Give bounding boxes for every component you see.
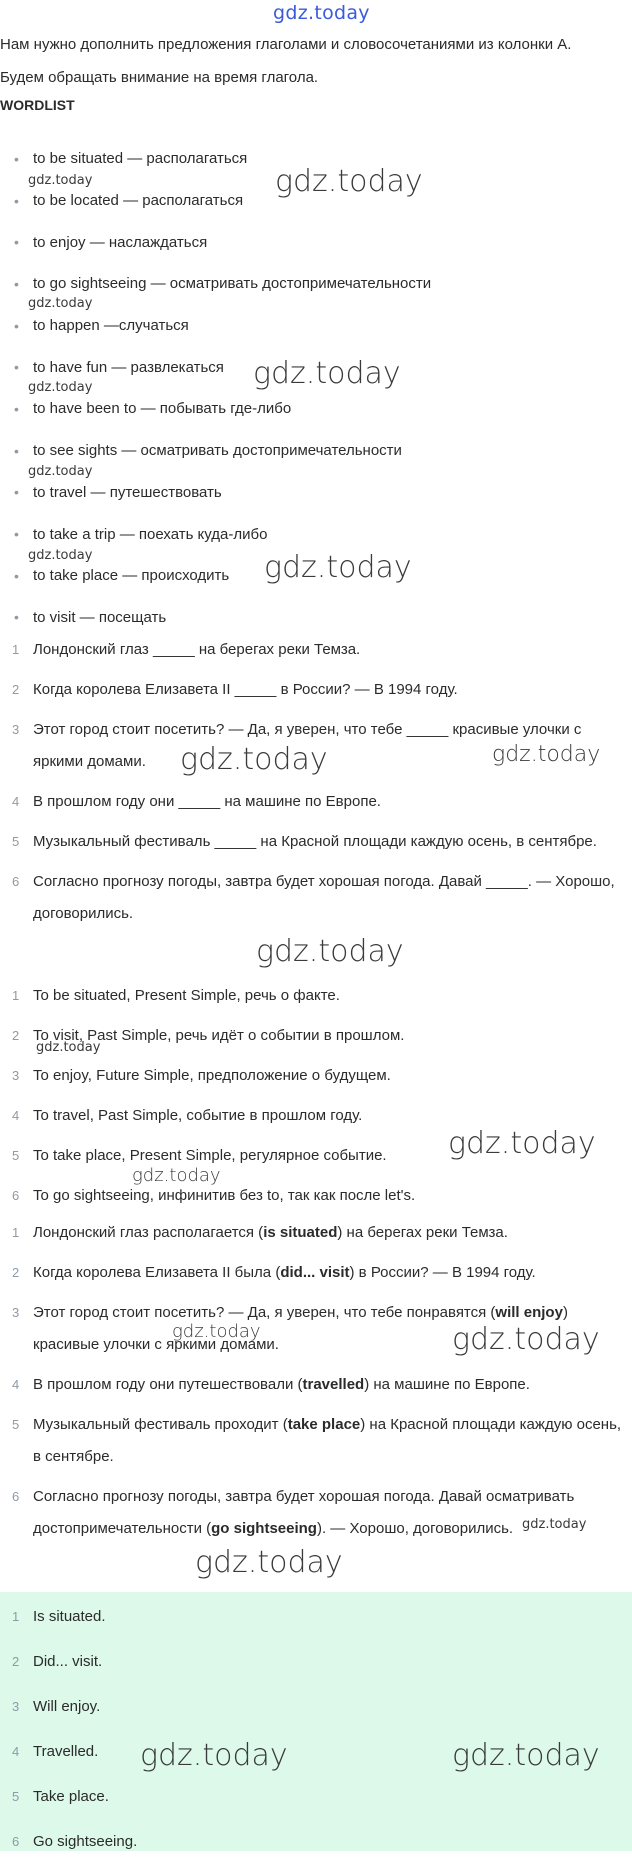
item-text: Will enjoy. — [33, 1698, 101, 1715]
watermark: gdz.today — [253, 356, 401, 391]
item-text: To go sightseeing, инфинитив без to, так как после let's. — [33, 1187, 416, 1204]
item-text: To take place, Present Simple, регулярное событие. — [33, 1147, 387, 1164]
wordlist-text: to happen —случаться — [33, 317, 189, 335]
item-number: 3 — [12, 722, 20, 737]
item-text: Go sightseeing. — [33, 1833, 138, 1850]
bullet-icon: • — [14, 359, 19, 376]
list-item — [0, 1405, 632, 1477]
watermark: gdz.today — [492, 742, 601, 767]
item-text: Музыкальный фестиваль _____ на Красной площади каждую осень, в сентябре. — [33, 833, 597, 850]
answers-list — [0, 1594, 632, 1864]
watermark: gdz.today — [264, 550, 412, 585]
item-text: Take place. — [33, 1788, 109, 1805]
item-text: Этот город стоит посетить? — Да, я уверен, что тебе _____ красивые улочки с яркими домами. — [33, 721, 582, 770]
wordlist-text: to take a trip — поехать куда-либо — [33, 525, 268, 543]
list-item — [0, 976, 632, 1016]
item-number: 4 — [12, 1744, 20, 1759]
item-number: 6 — [12, 1188, 20, 1203]
wordlist-text: to see sights — осматривать достопримечательности — [33, 442, 402, 460]
item-number: 3 — [12, 1305, 20, 1320]
wordlist-item — [0, 221, 632, 263]
watermark: gdz.today — [172, 1321, 261, 1342]
watermark: gdz.today — [28, 380, 93, 395]
sentence-part: ) на берегах реки Темза. — [337, 1224, 508, 1241]
item-text — [33, 1257, 632, 1289]
item-number: 4 — [12, 1377, 20, 1392]
sentence-part: Этот город стоит посетить? — Да, я уверен, что тебе понравятся ( — [33, 1304, 496, 1321]
watermark: gdz.today — [452, 1322, 600, 1357]
item-text: Did... visit. — [33, 1653, 103, 1670]
sentence-part: ) на Красной площади каждую осень, в сентябре. — [33, 1416, 622, 1465]
item-number: 5 — [12, 1417, 20, 1432]
item-number: 2 — [12, 1265, 20, 1280]
sentence-part: Когда королева Елизавета II была ( — [33, 1264, 281, 1281]
wordlist-title: WORDLIST — [0, 97, 75, 113]
wordlist-item — [0, 472, 632, 514]
bullet-icon: • — [14, 484, 19, 501]
bullet-icon: • — [14, 609, 19, 626]
item-number: 2 — [12, 682, 20, 697]
wordlist-text: to have fun — развлекаться — [33, 358, 224, 376]
list-item — [0, 1819, 632, 1864]
list-item — [0, 1684, 632, 1729]
list-item — [0, 1477, 632, 1549]
item-number: 4 — [12, 1108, 20, 1123]
wordlist-text: to visit — посещать — [33, 608, 167, 626]
watermark: gdz.today — [28, 296, 93, 311]
watermark: gdz.today — [522, 1517, 587, 1532]
item-number: 5 — [12, 1789, 20, 1804]
sentence-part: ). — Хорошо, договорились. — [316, 1520, 514, 1537]
wordlist-item — [0, 263, 632, 305]
item-number: 1 — [12, 988, 20, 1003]
sentence-part: ) красивые улочки с яркими домами. — [33, 1304, 568, 1353]
watermark: gdz.today — [36, 1040, 101, 1055]
bullet-icon: • — [14, 317, 19, 334]
item-text: Is situated. — [33, 1608, 106, 1625]
sentence-part: ) в России? — В 1994 году. — [349, 1264, 536, 1281]
wordlist-text: to be located — располагаться — [33, 192, 244, 210]
watermark: gdz.today — [195, 1545, 343, 1580]
item-number: 6 — [12, 1489, 20, 1504]
item-text: To enjoy, Future Simple, предположение о будущем. — [33, 1067, 391, 1084]
watermark: gdz.today — [180, 742, 328, 777]
answer-verb: did... visit — [280, 1264, 350, 1281]
item-number: 6 — [12, 1834, 20, 1849]
watermark: gdz.today — [275, 164, 423, 199]
answers-box — [0, 1592, 632, 1851]
explanation-list — [0, 976, 632, 1216]
watermark: gdz.today — [448, 1126, 596, 1161]
sentence-part: ) на машине по Европе. — [364, 1376, 530, 1393]
wordlist-text: to have been to — побывать где-либо — [33, 400, 292, 418]
bullet-icon: • — [14, 442, 19, 459]
sentence-part: В прошлом году они путешествовали ( — [33, 1376, 303, 1393]
wordlist-text: to go sightseeing — осматривать достопримечательности — [33, 275, 432, 293]
wordlist-item — [0, 513, 632, 555]
item-text — [33, 1481, 632, 1545]
item-number: 5 — [12, 834, 20, 849]
item-text: To travel, Past Simple, событие в прошлом году. — [33, 1107, 363, 1124]
wordlist-item — [0, 430, 632, 472]
item-text: Когда королева Елизавета II _____ в России? — В 1994 году. — [33, 681, 458, 698]
item-number: 1 — [12, 1225, 20, 1240]
bullet-icon: • — [14, 567, 19, 584]
bullet-icon: • — [14, 150, 19, 167]
watermark: gdz.today — [452, 1738, 600, 1773]
sentence-part: Лондонский глаз располагается ( — [33, 1224, 264, 1241]
list-item — [0, 1176, 632, 1216]
list-item — [0, 822, 632, 862]
item-number: 3 — [12, 1068, 20, 1083]
answer-verb: take place — [287, 1416, 361, 1433]
intro-text: Нам нужно дополнить предложения глаголами и словосочетаниями из колонки А. Будем обращать внимание на время глагола. — [0, 36, 572, 86]
answer-verb: is situated — [263, 1224, 338, 1241]
item-text: Лондонский глаз _____ на берегах реки Темза. — [33, 641, 361, 658]
list-item — [0, 1056, 632, 1096]
item-text: В прошлом году они _____ на машине по Европе. — [33, 793, 381, 810]
wordlist-text: to travel — путешествовать — [33, 483, 222, 501]
watermark: gdz.today — [140, 1738, 288, 1773]
item-text: To visit, Past Simple, речь идёт о событии в прошлом. — [33, 1027, 405, 1044]
task-list — [0, 630, 632, 934]
wordlist-text: to enjoy — наслаждаться — [33, 233, 208, 251]
list-item — [0, 630, 632, 670]
list-item — [0, 782, 632, 822]
item-number: 5 — [12, 1148, 20, 1163]
list-item — [0, 1774, 632, 1819]
list-item — [0, 1253, 632, 1293]
wordlist-text: to take place — происходить — [33, 567, 230, 585]
watermark: gdz.today — [28, 173, 93, 188]
item-number: 1 — [12, 642, 20, 657]
bullet-icon: • — [14, 192, 19, 209]
watermark: gdz.today — [28, 464, 93, 479]
site-logo[interactable]: gdz.today — [273, 2, 370, 24]
list-item — [0, 1639, 632, 1684]
item-text: Travelled. — [33, 1743, 99, 1760]
item-number: 4 — [12, 794, 20, 809]
watermark: gdz.today — [256, 934, 404, 969]
answer-verb: travelled — [302, 1376, 365, 1393]
item-number: 2 — [12, 1654, 20, 1669]
watermark: gdz.today — [132, 1165, 221, 1186]
list-item — [0, 670, 632, 710]
item-text: Согласно прогнозу погоды, завтра будет хорошая погода. Давай _____. — Хорошо, договорились. — [33, 873, 615, 922]
filled-sentences-list — [0, 1213, 632, 1549]
bullet-icon: • — [14, 275, 19, 292]
wordlist-item — [0, 388, 632, 430]
bullet-icon: • — [14, 234, 19, 251]
item-text — [33, 1409, 632, 1473]
wordlist-text: to be situated — располагаться — [33, 150, 248, 168]
list-item — [0, 862, 632, 934]
item-number: 3 — [12, 1699, 20, 1714]
item-text — [33, 1369, 632, 1401]
wordlist-item — [0, 305, 632, 347]
list-item — [0, 1594, 632, 1639]
bullet-icon: • — [14, 400, 19, 417]
sentence-part: Согласно прогнозу погоды, завтра будет хорошая погода. Давай осматривать достопримечательности ( — [33, 1488, 575, 1537]
item-number: 1 — [12, 1609, 20, 1624]
watermark: gdz.today — [28, 548, 93, 563]
item-number: 6 — [12, 874, 20, 889]
item-text: To be situated, Present Simple, речь о факте. — [33, 987, 340, 1004]
answer-verb: will enjoy — [495, 1304, 563, 1321]
item-text — [33, 1217, 632, 1249]
list-item — [0, 1365, 632, 1405]
bullet-icon: • — [14, 526, 19, 543]
list-item — [0, 1213, 632, 1253]
answer-verb: go sightseeing — [211, 1520, 317, 1537]
sentence-part: Музыкальный фестиваль проходит ( — [33, 1416, 288, 1433]
item-number: 2 — [12, 1028, 20, 1043]
